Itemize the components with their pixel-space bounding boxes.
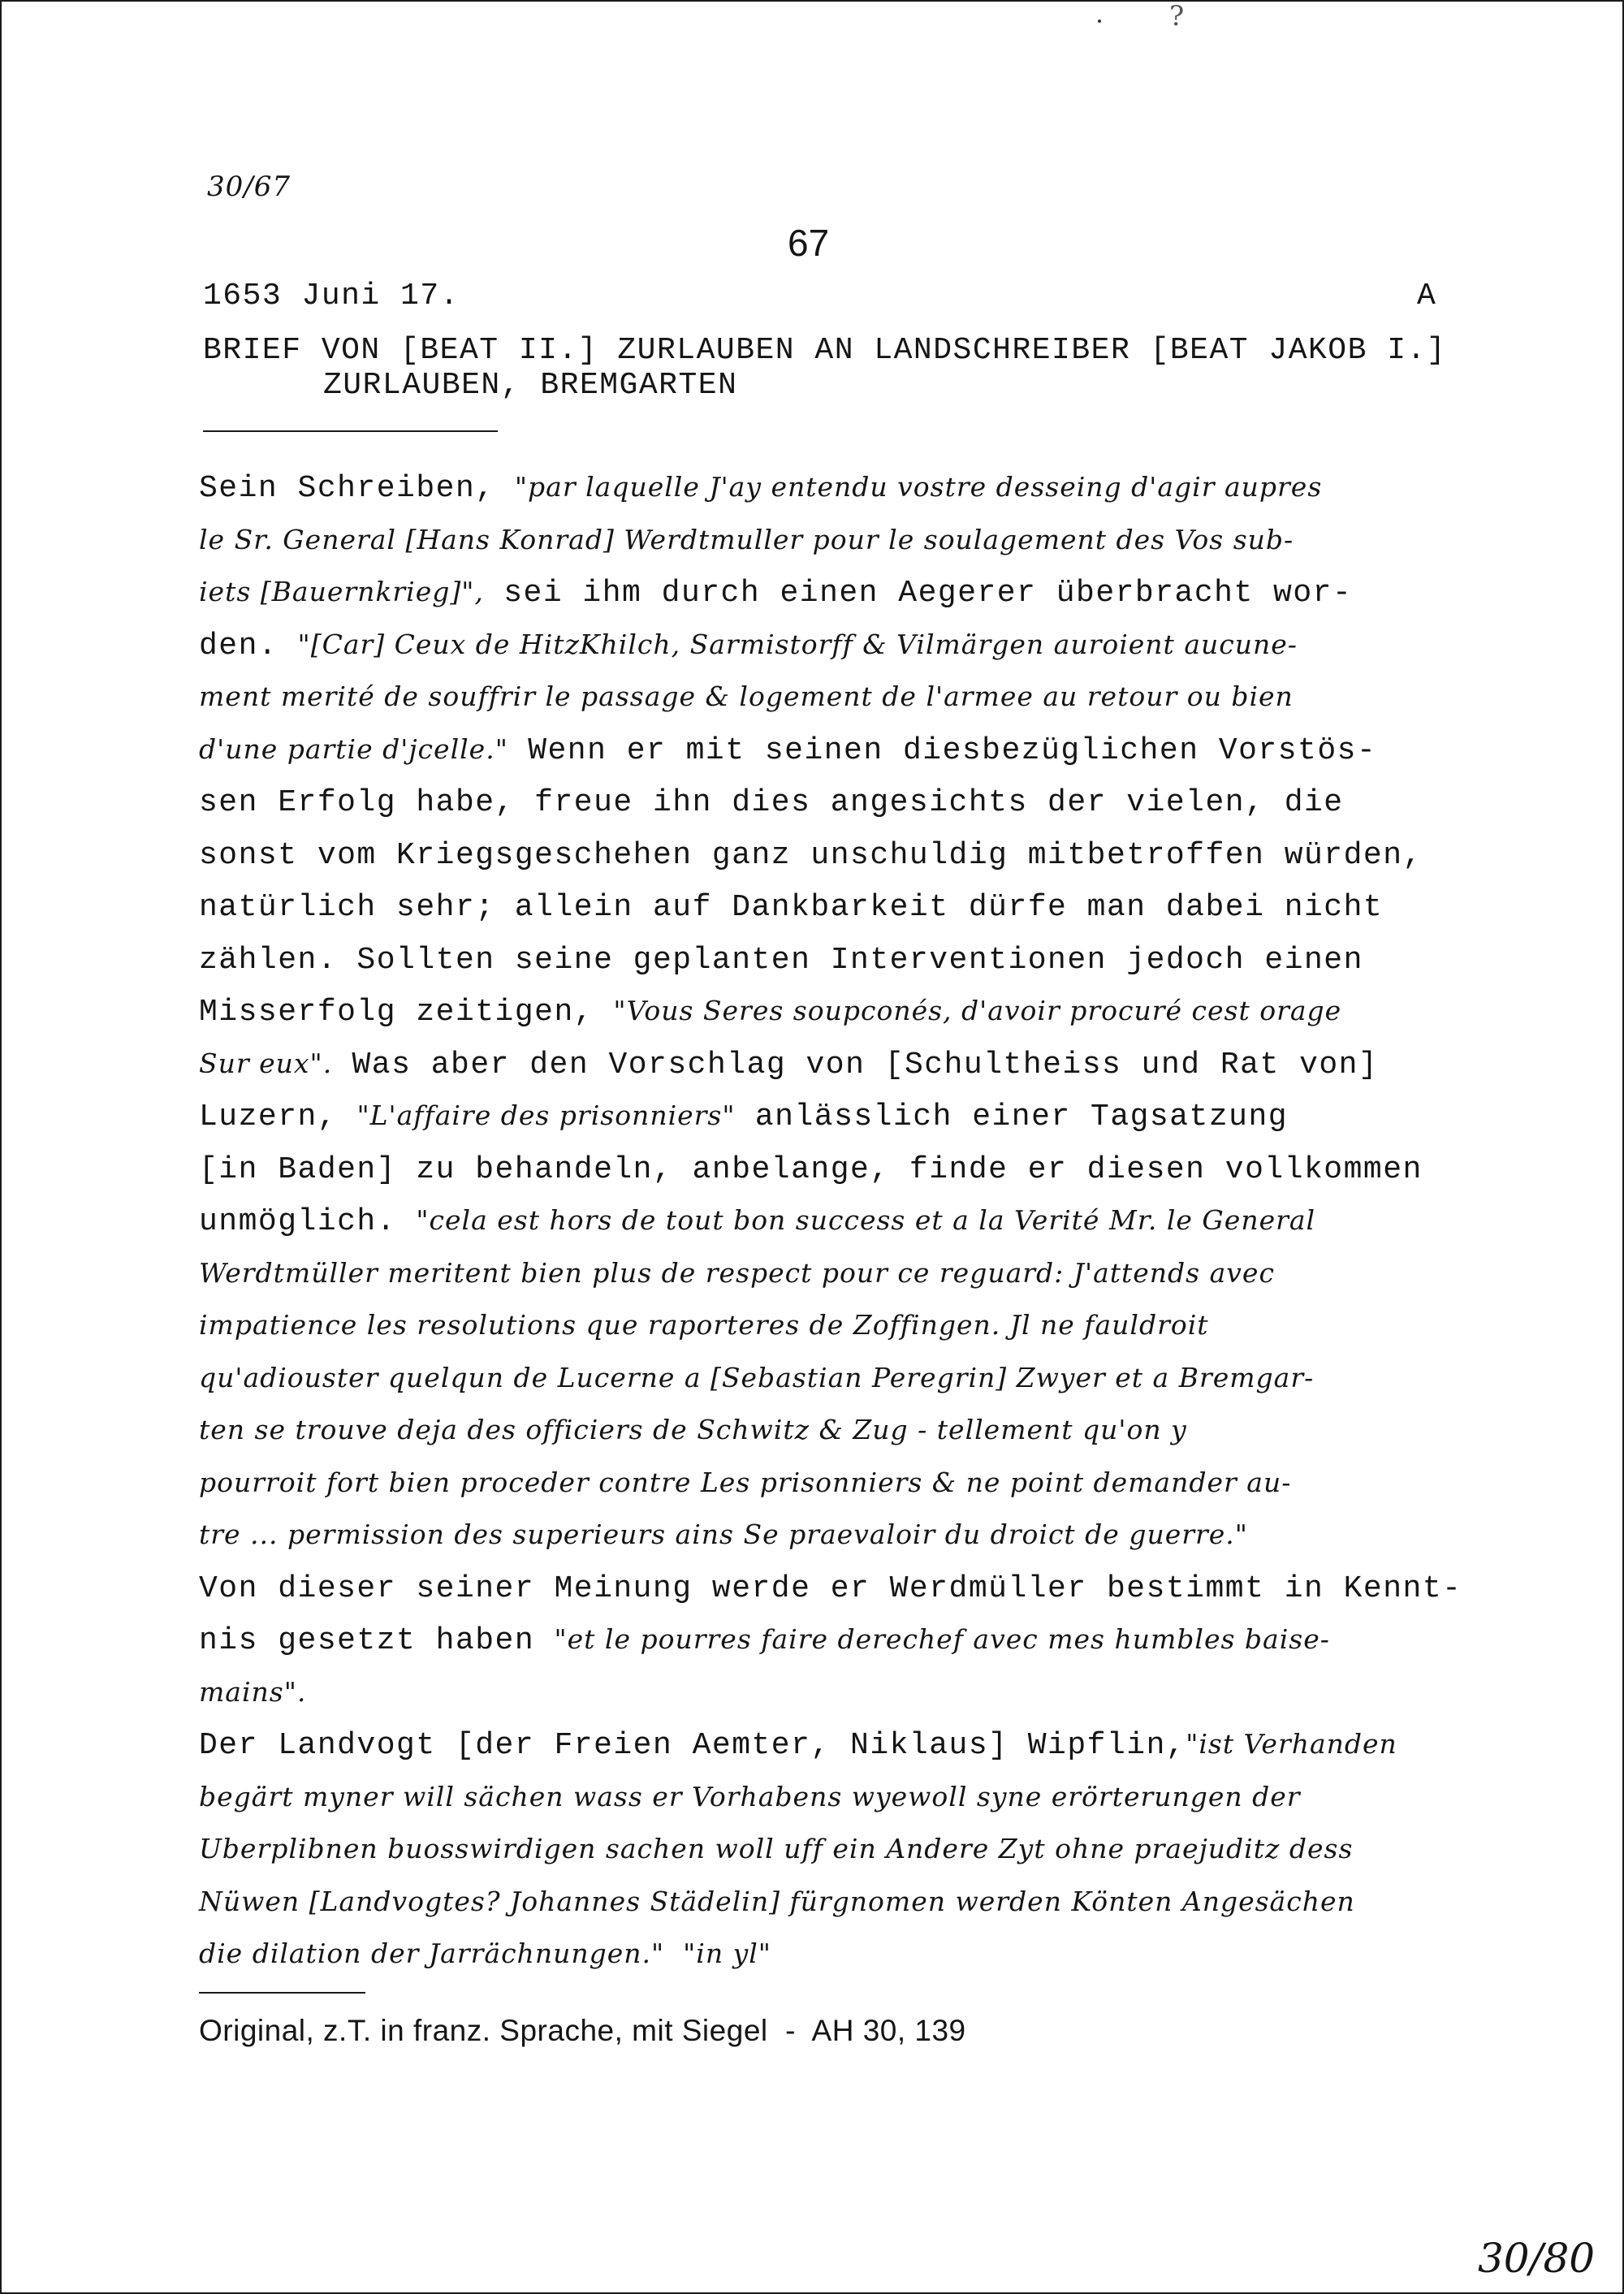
body-line bbox=[199, 1571, 1462, 1606]
body-line bbox=[199, 1309, 1209, 1341]
quoted-italic-text: Werdtmüller meritent bien plus de respect pour ce reguard: J'attends avec bbox=[199, 1257, 1275, 1289]
body-line bbox=[199, 680, 1294, 712]
body-text-segment: nis gesetzt haben bbox=[199, 1623, 555, 1658]
body-line bbox=[199, 1204, 1315, 1239]
body-text-segment: sonst vom Kriegsgeschehen ganz unschuldig mitbetroffen würden, bbox=[199, 838, 1423, 873]
footnote-divider bbox=[199, 1992, 365, 1994]
body-text-segment: Luzern, bbox=[199, 1099, 357, 1134]
body-line bbox=[199, 838, 1423, 873]
body-line bbox=[199, 943, 1363, 978]
body-text-segment: den. bbox=[199, 629, 298, 663]
archive-handwritten-mark: 30/80 bbox=[1478, 2235, 1596, 2282]
quoted-italic-text: "L'affaire des prisonniers" bbox=[356, 1099, 736, 1131]
stray-dot bbox=[1098, 19, 1101, 23]
title-divider bbox=[203, 430, 498, 432]
body-text-segment: zählen. Sollten seine geplanten Interventionen jedoch einen bbox=[199, 943, 1363, 978]
body-text-segment: Wenn er mit seinen diesbezüglichen Vorstös- bbox=[508, 733, 1377, 768]
quoted-italic-text: impatience les resolutions que raporteres de Zoffingen. Jl ne fauldroit bbox=[199, 1309, 1209, 1341]
body-text-segment: Von dieser seiner Meinung werde er Werdmüller bestimmt in Kennt- bbox=[199, 1571, 1462, 1606]
quoted-italic-text: "par laquelle J'ay entendu vostre desseing d'agir aupres bbox=[514, 471, 1323, 503]
quoted-italic-text: "et le pourres faire derechef avec mes humbles baise- bbox=[554, 1623, 1330, 1655]
quoted-italic-text: begärt myner will sächen wass er Vorhabens wyewoll syne erörterungen der bbox=[199, 1781, 1301, 1812]
body-line bbox=[199, 1728, 1397, 1763]
body-line bbox=[199, 1833, 1353, 1864]
quoted-italic-text: die dilation der Jarrächnungen." "in yl" bbox=[199, 1938, 771, 1969]
body-line bbox=[199, 1048, 1378, 1082]
body-text-segment: unmöglich. bbox=[199, 1204, 417, 1239]
document-date: 1653 Juni 17. bbox=[203, 279, 460, 313]
body-line bbox=[199, 1886, 1355, 1917]
stray-mark: ? bbox=[1169, 0, 1185, 32]
document-title-line-2: ZURLAUBEN, BREMGARTEN bbox=[323, 368, 738, 403]
body-line bbox=[199, 1152, 1423, 1187]
body-text-segment: sen Erfolg habe, freue ihn dies angesichts der vielen, die bbox=[199, 785, 1344, 820]
body-line bbox=[199, 995, 1341, 1030]
quoted-italic-text: "Vous Seres soupconés, d'avoir procuré cest orage bbox=[613, 995, 1342, 1026]
page-number: 67 bbox=[788, 222, 830, 264]
body-text-segment: Was aber den Vorschlag von [Schultheiss und Rat von] bbox=[332, 1048, 1379, 1082]
body-text-segment: Misserfolg zeitigen, bbox=[199, 995, 614, 1030]
body-line bbox=[199, 524, 1294, 555]
document-title-line-1: BRIEF VON [BEAT II.] ZURLAUBEN AN LANDSCHREIBER [BEAT JAKOB I.] bbox=[203, 333, 1447, 368]
body-line bbox=[199, 1781, 1301, 1812]
body-text-segment: anlässlich einer Tagsatzung bbox=[735, 1099, 1289, 1134]
body-line bbox=[199, 785, 1344, 820]
section-letter: A bbox=[1417, 279, 1437, 313]
quoted-italic-text: d'une partie d'jcelle." bbox=[199, 733, 508, 765]
body-line bbox=[199, 1676, 306, 1708]
quoted-italic-text: mains". bbox=[199, 1676, 307, 1708]
quoted-italic-text: tre ... permission des superieurs ains Se praevaloir du droict de guerre." bbox=[199, 1519, 1248, 1550]
quoted-italic-text: "cela est hors de tout bon success et a la Verité Mr. le General bbox=[416, 1204, 1316, 1236]
body-line bbox=[199, 1938, 771, 1969]
body-text-segment: [in Baden] zu behandeln, anbelange, finde er diesen vollkommen bbox=[199, 1152, 1423, 1187]
quoted-italic-text: le Sr. General [Hans Konrad] Werdtmuller pour le soulagement des Vos sub- bbox=[199, 524, 1294, 555]
body-line bbox=[199, 890, 1383, 925]
quoted-italic-text: "[Car] Ceux de HitzKhilch, Sarmistorff & Vilmärgen auroient aucune- bbox=[297, 629, 1298, 660]
body-line bbox=[199, 1414, 1187, 1445]
body-line bbox=[199, 733, 1376, 768]
body-line bbox=[199, 1467, 1291, 1498]
quoted-italic-text: iets [Bauernkrieg]", bbox=[199, 576, 484, 607]
body-line bbox=[199, 471, 1322, 506]
quoted-italic-text: qu'adiouster quelqun de Lucerne a [Sebastian Peregrin] Zwyer et a Bremgar- bbox=[199, 1362, 1315, 1393]
quoted-italic-text: "ist Verhanden bbox=[1186, 1728, 1397, 1760]
body-line bbox=[199, 1362, 1314, 1393]
body-line bbox=[199, 1623, 1330, 1658]
quoted-italic-text: ten se trouve deja des officiers de Schwitz & Zug - tellement qu'on y bbox=[199, 1414, 1187, 1445]
body-line bbox=[199, 1099, 1288, 1134]
corner-reference: 30/67 bbox=[207, 171, 291, 203]
body-text-segment: natürlich sehr; allein auf Dankbarkeit dürfe man dabei nicht bbox=[199, 890, 1384, 925]
quoted-italic-text: pourroit fort bien proceder contre Les prisonniers & ne point demander au- bbox=[199, 1467, 1292, 1498]
quoted-italic-text: Sur eux". bbox=[199, 1048, 333, 1079]
quoted-italic-text: Uberplibnen buosswirdigen sachen woll uff ein Andere Zyt ohne praejuditz dess bbox=[199, 1833, 1354, 1864]
body-text-segment: Sein Schreiben, bbox=[199, 471, 515, 506]
body-line bbox=[199, 1257, 1275, 1289]
body-line bbox=[199, 576, 1352, 611]
body-line bbox=[199, 629, 1298, 663]
quoted-italic-text: ment merité de souffrir le passage & logement de l'armee au retour ou bien bbox=[199, 680, 1294, 712]
quoted-italic-text: Nüwen [Landvogtes? Johannes Städelin] fürgnomen werden Könten Angesächen bbox=[199, 1886, 1355, 1917]
body-text-segment: Der Landvogt [der Freien Aemter, Niklaus] Wipflin, bbox=[199, 1728, 1186, 1763]
body-line bbox=[199, 1519, 1248, 1550]
body-text-segment: sei ihm durch einen Aegerer überbracht wor- bbox=[483, 576, 1353, 611]
source-note: Original, z.T. in franz. Sprache, mit Siegel - AH 30, 139 bbox=[199, 2014, 966, 2047]
